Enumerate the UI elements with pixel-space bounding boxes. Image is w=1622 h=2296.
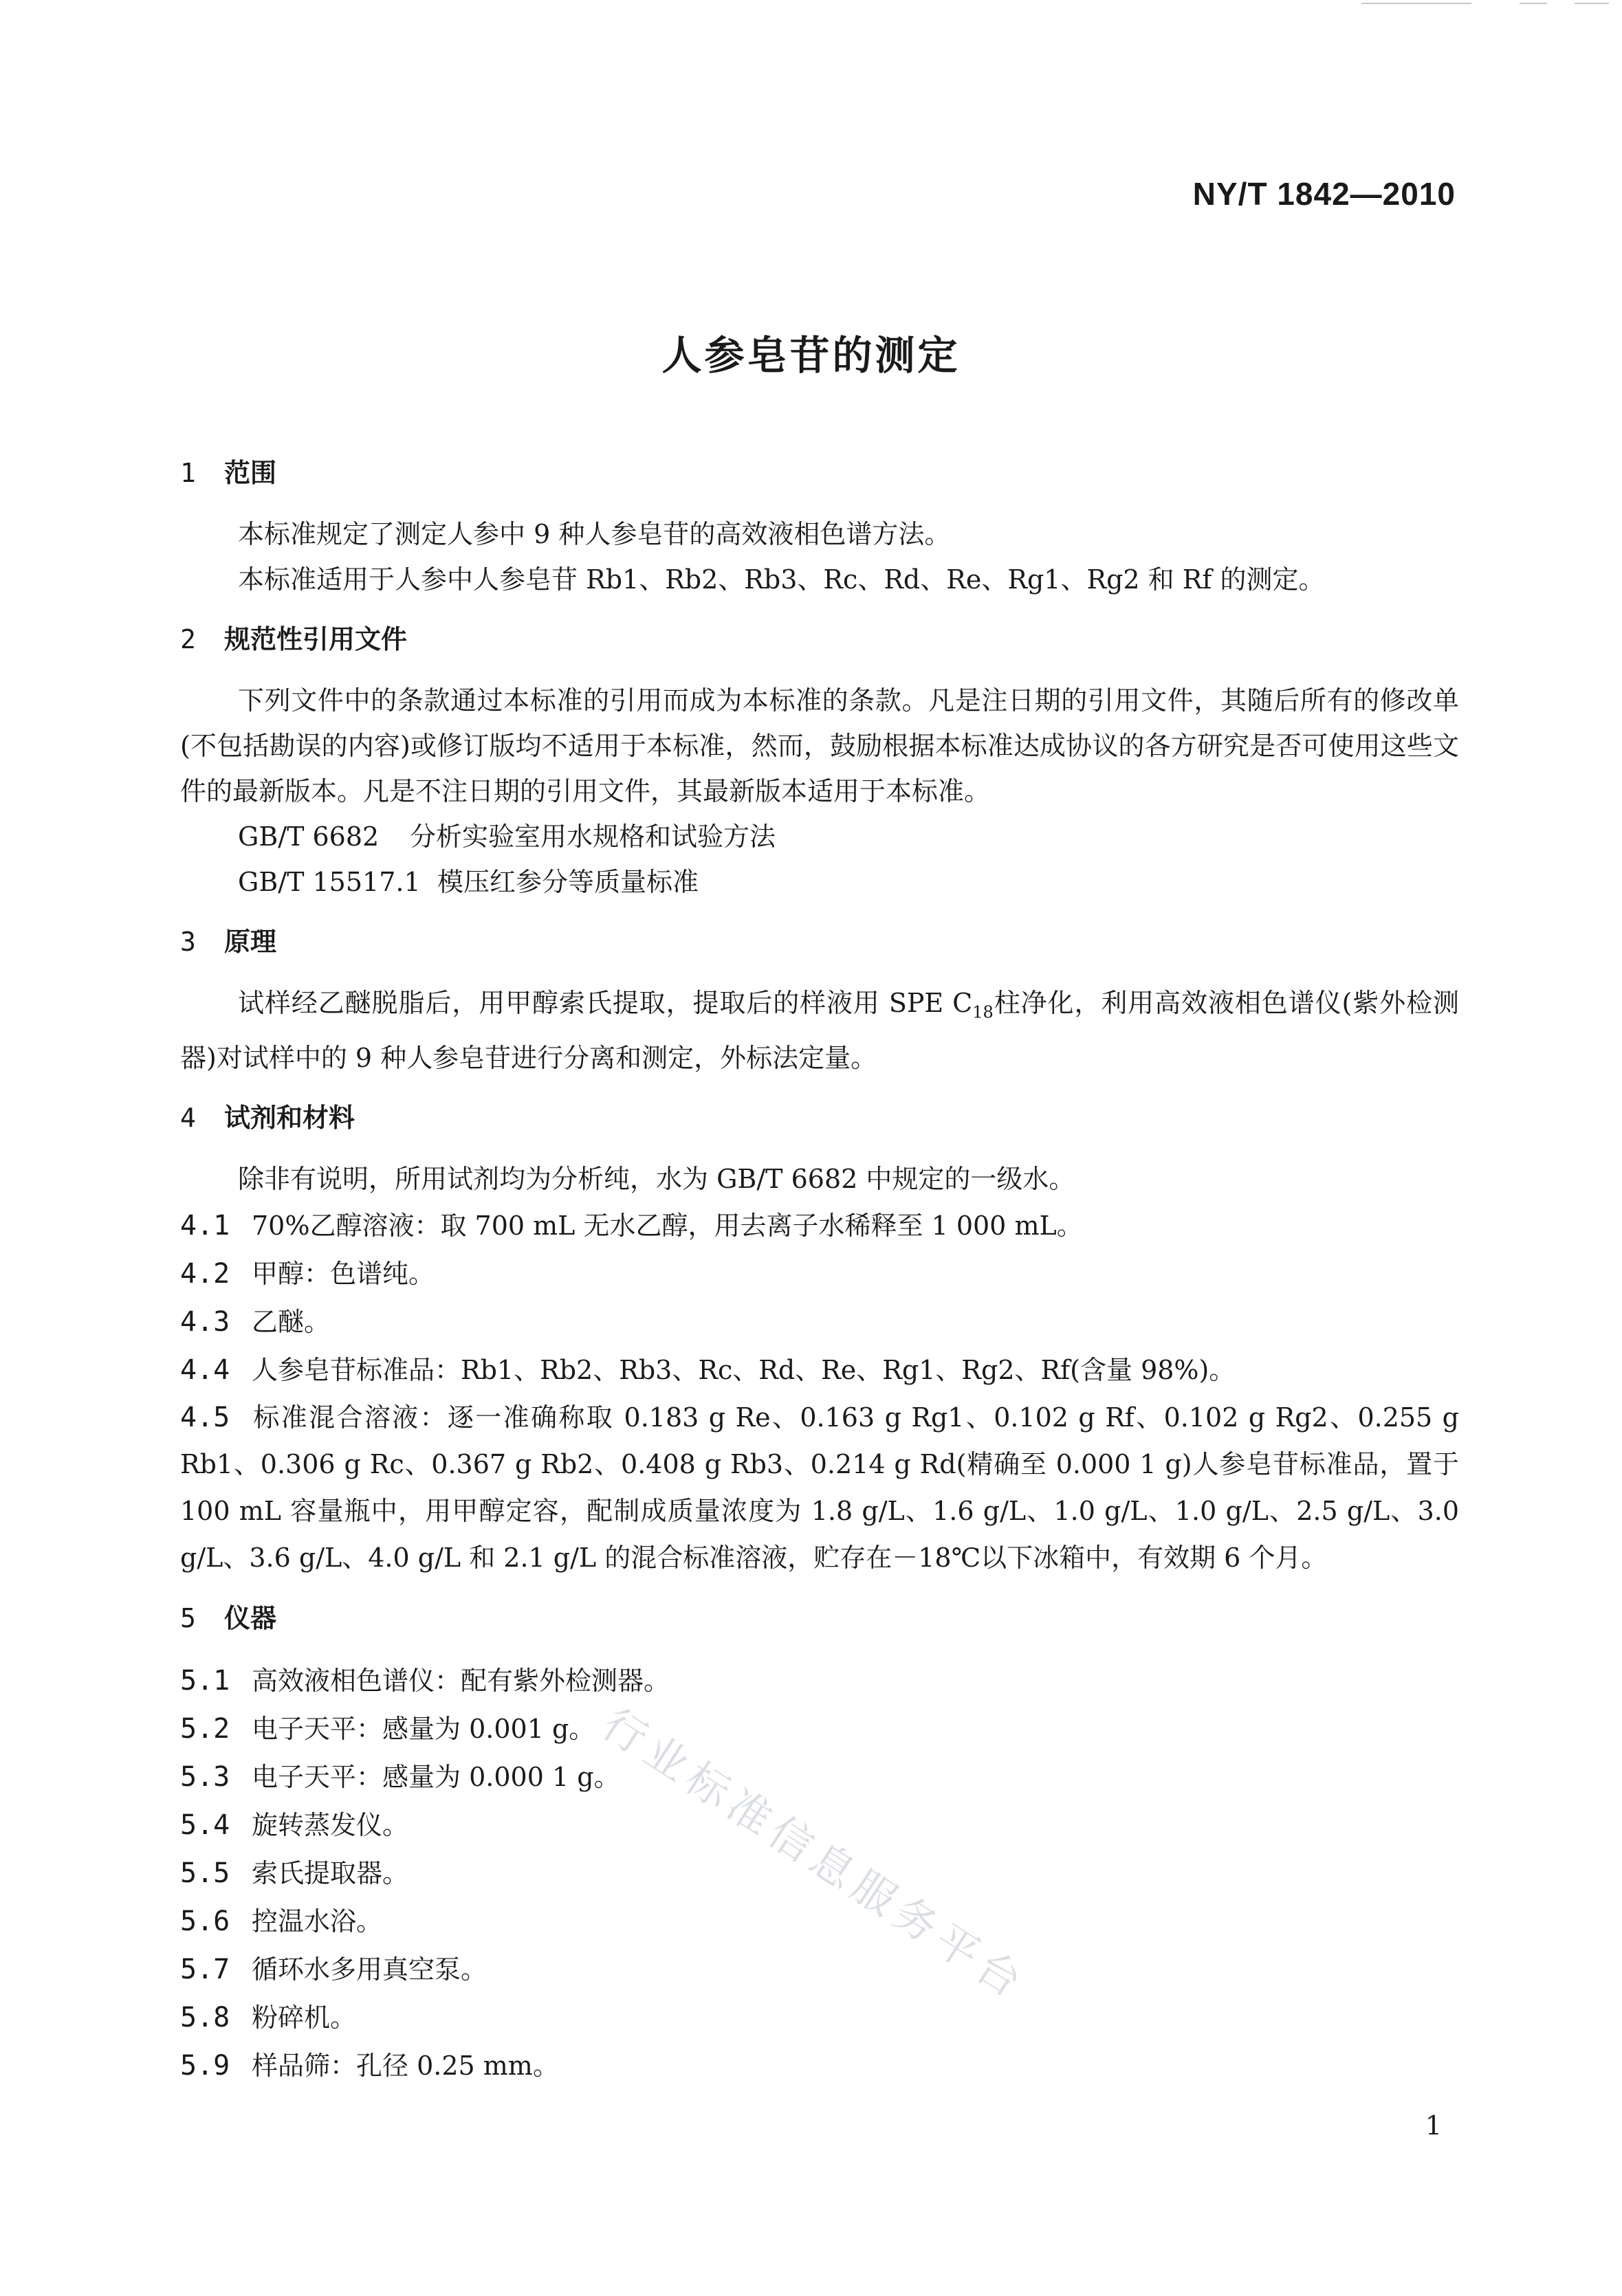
principle-paragraph	[180, 980, 1459, 1081]
reagent-item	[180, 1346, 1459, 1394]
subscript-18: 18	[972, 1002, 994, 1022]
reagent-item	[180, 1250, 1459, 1298]
section-heading-reagents	[180, 1099, 1459, 1137]
item-number: 5.4	[180, 1809, 230, 1841]
scope-paragraph: 本标准适用于人参中人参皂苷 Rb1、Rb2、Rb3、Rc、Rd、Re、Rg1、Rg2 和 Rf 的测定。	[238, 564, 1325, 595]
item-number: 5.6	[180, 1905, 230, 1937]
section-number: 3	[180, 927, 196, 957]
item-text: 标准混合溶液：逐一准确称取 0.183 g Re、0.163 g Rg1、0.102 g Rf、0.102 g Rg2、0.255 g Rb1、0.306 g Rc、0.367 g Rb2、0.408 g Rb3、0.214 g Rd(精确至 0.000 1 g)人参皂苷标准品，置于 100 mL 容量瓶中，用甲醇定容，配制成质量浓度为 1.8 g/L、1.6 g/L、1.0 g/L、1.0 g/L、2.5 g/L、3.0 g/L、3.6 g/L、4.0 g/L 和 2.1 g/L 的混合标准溶液，贮存在－18℃以下冰箱中，有效期 6 个月。	[180, 1402, 1459, 1573]
apparatus-item	[180, 2042, 1459, 2090]
item-number: 5.3	[180, 1760, 230, 1793]
top-edge-line	[1575, 3, 1609, 4]
section-title: 原理	[224, 927, 277, 957]
section-title: 规范性引用文件	[224, 624, 408, 654]
reagents-intro: 除非有说明，所用试剂均为分析纯，水为 GB/T 6682 中规定的一级水。	[238, 1163, 1075, 1194]
item-number: 4.4	[180, 1354, 230, 1386]
item-number: 5.5	[180, 1857, 230, 1889]
item-number: 5.9	[180, 2049, 230, 2082]
section-number: 4	[180, 1102, 196, 1133]
reference-name: 分析实验室用水规格和试验方法	[410, 821, 776, 852]
reference-name: 模压红参分等质量标准	[437, 867, 699, 897]
item-text: 循环水多用真空泵。	[252, 1954, 487, 1985]
standard-code: NY/T 1842—2010	[1192, 176, 1456, 212]
document-title: 人参皂苷的测定	[661, 332, 961, 379]
section-heading-scope	[180, 454, 1459, 492]
reference-entry	[180, 814, 1459, 859]
reagent-item	[180, 1202, 1459, 1250]
apparatus-item	[180, 1705, 1459, 1753]
item-text: 甲醇：色谱纯。	[252, 1258, 435, 1289]
item-text: 样品筛：孔径 0.25 mm。	[252, 2050, 559, 2081]
item-text: 控温水浴。	[252, 1906, 383, 1936]
apparatus-item	[180, 1657, 1459, 1705]
section-title: 试剂和材料	[224, 1102, 355, 1133]
item-text: 旋转蒸发仪。	[252, 1809, 409, 1840]
item-text: 索氏提取器。	[252, 1857, 409, 1888]
item-number: 5.1	[180, 1664, 230, 1697]
reference-entry	[180, 859, 1459, 905]
item-text: 粉碎机。	[252, 2002, 357, 2033]
page-number: 1	[1425, 2110, 1442, 2141]
reference-code: GB/T 6682	[238, 821, 380, 852]
item-text: 电子天平：感量为 0.000 1 g。	[252, 1761, 620, 1792]
item-number: 4.1	[180, 1209, 230, 1241]
item-number: 4.5	[180, 1401, 230, 1433]
item-number: 5.7	[180, 1953, 230, 1985]
item-text: 高效液相色谱仪：配有紫外检测器。	[252, 1665, 670, 1696]
item-text: 电子天平：感量为 0.001 g。	[252, 1713, 595, 1744]
section-number: 5	[180, 1602, 196, 1633]
item-text: 70%乙醇溶液：取 700 mL 无水乙醇，用去离子水稀释至 1 000 mL。	[252, 1210, 1083, 1241]
references-paragraph: 下列文件中的条款通过本标准的引用而成为本标准的条款。凡是注日期的引用文件，其随后所有的修改单(不包括勘误的内容)或修订版均不适用于本标准，然而，鼓励根据本标准达成协议的各方研究是否可使用这些文件的最新版本。凡是不注日期的引用文件，其最新版本适用于本标准。	[180, 685, 1459, 806]
item-text: 乙醚。	[252, 1306, 331, 1337]
watermark: 行业标准信息服务平台	[593, 1698, 1036, 2011]
section-heading-normative-references	[180, 620, 1459, 659]
item-number: 4.3	[180, 1305, 230, 1338]
scope-paragraph: 本标准规定了测定人参中 9 种人参皂苷的高效液相色谱方法。	[238, 519, 951, 549]
apparatus-item	[180, 1897, 1459, 1945]
item-number: 5.2	[180, 1712, 230, 1745]
section-number: 2	[180, 624, 196, 654]
principle-text-part: 试样经乙醚脱脂后，用甲醇索氏提取，提取后的样液用 SPE C	[238, 988, 973, 1018]
item-number: 5.8	[180, 2001, 230, 2033]
section-heading-apparatus	[180, 1599, 1459, 1637]
item-number: 4.2	[180, 1257, 230, 1290]
apparatus-item	[180, 1753, 1459, 1801]
section-title: 仪器	[224, 1602, 277, 1633]
section-heading-principle	[180, 923, 1459, 961]
top-edge-line	[1361, 3, 1471, 4]
apparatus-item	[180, 1945, 1459, 1994]
item-text: 人参皂苷标准品：Rb1、Rb2、Rb3、Rc、Rd、Re、Rg1、Rg2、Rf(含量 98%)。	[252, 1354, 1236, 1385]
top-edge-line	[1520, 3, 1547, 4]
section-title: 范围	[224, 458, 277, 488]
reference-code: GB/T 15517.1	[238, 867, 421, 897]
apparatus-item	[180, 1994, 1459, 2042]
reagent-item	[180, 1394, 1459, 1581]
reagent-item	[180, 1298, 1459, 1346]
section-number: 1	[180, 458, 196, 488]
principle-text-part: 柱净化，利用高效液相色谱仪(紫外检测器)对试样中的 9 种人参皂苷进行分离和测定，外标法定量。	[180, 988, 1460, 1073]
